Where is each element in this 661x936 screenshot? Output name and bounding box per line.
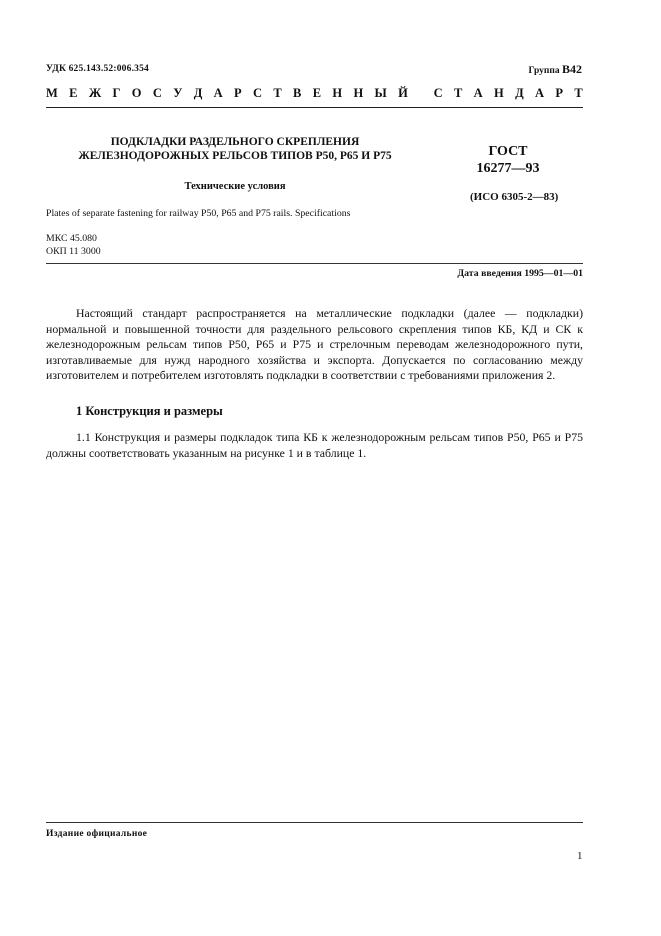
banner-letter: Н xyxy=(332,86,343,100)
banner-letter: Е xyxy=(69,86,78,100)
top-rule xyxy=(46,107,583,108)
banner-letter: С xyxy=(253,86,263,100)
banner-letter: Г xyxy=(112,86,121,100)
banner-letter: Н xyxy=(353,86,364,100)
page-number: 1 xyxy=(577,850,583,862)
banner-letter: С xyxy=(433,86,443,100)
iso-reference: (ИСО 6305-2—83) xyxy=(470,191,559,203)
gost-designation xyxy=(453,143,563,177)
banner-letter: Ж xyxy=(88,86,102,100)
banner-letter: Р xyxy=(555,86,564,100)
okp-code: ОКП 11 3000 xyxy=(46,246,101,257)
banner-letter: А xyxy=(213,86,223,100)
banner-letter: Й xyxy=(398,86,408,100)
banner-letter: В xyxy=(293,86,302,100)
standard-banner xyxy=(46,86,583,101)
scope-paragraph: Настоящий стандарт распространяется на металлические подкладки (далее — подкладки) нормальной и повышенной точности для раздельного рельсового скрепления типов КБ, КД и СК к железнодорожным рельсам типов Р50, Р65 и Р75 и стрелочным переводам железнодорожного пути, изготавливаемые для нужд народного хозяйства и экспорта. Допускается по согласованию между изготовителем и потребителем изготовлять подкладки в соответствии с требованиями приложения 2. xyxy=(46,306,583,383)
banner-letter: Д xyxy=(515,86,524,100)
banner-letter: С xyxy=(152,86,162,100)
banner-letter: А xyxy=(473,86,483,100)
middle-rule xyxy=(46,263,583,264)
banner-letter: Н xyxy=(494,86,504,100)
banner-letter: Т xyxy=(574,86,583,100)
banner-letter: Т xyxy=(453,86,463,100)
group-code: В42 xyxy=(561,62,582,76)
banner-letter xyxy=(419,86,422,101)
mks-code: МКС 45.080 xyxy=(46,233,97,244)
title-line-1: ПОДКЛАДКИ РАЗДЕЛЬНОГО СКРЕПЛЕНИЯ xyxy=(110,136,360,148)
english-title: Plates of separate fastening for railway P50, P65 and P75 rails. Specifications xyxy=(46,208,351,219)
gost-label: ГОСТ xyxy=(488,144,528,159)
banner-letter: О xyxy=(131,86,142,100)
banner-letter: Т xyxy=(273,86,282,100)
title-line-2: ЖЕЛЕЗНОДОРОЖНЫХ РЕЛЬСОВ ТИПОВ Р50, Р65 И Р75 xyxy=(78,150,392,162)
udk-code: УДК 625.143.52:006.354 xyxy=(46,64,149,74)
document-title xyxy=(50,135,420,163)
banner-letter: У xyxy=(173,86,183,100)
introduction-date: Дата введения 1995—01—01 xyxy=(457,268,583,279)
banner-letter: М xyxy=(46,86,58,100)
section-heading: 1 Конструкция и размеры xyxy=(76,404,223,418)
banner-letter: Ы xyxy=(374,86,387,100)
clause-1-1-paragraph: 1.1 Конструкция и размеры подкладок типа КБ к железнодорожным рельсам типов Р50, Р65 и Р75 должны соответствовать указанным на рисунке 1 и в таблице 1. xyxy=(46,430,583,460)
banner-letter: Е xyxy=(312,86,322,100)
document-subtitle: Технические условия xyxy=(184,181,286,192)
group-label-text: Группа xyxy=(528,66,560,76)
classification-codes xyxy=(46,232,101,258)
edition-note: Издание официальное xyxy=(46,829,148,839)
group-label xyxy=(529,62,582,77)
gost-number: 16277—93 xyxy=(476,161,540,176)
footer-rule xyxy=(46,822,583,823)
banner-letter: Д xyxy=(193,86,203,100)
banner-letter: А xyxy=(535,86,545,100)
banner-letter: Р xyxy=(234,86,242,100)
